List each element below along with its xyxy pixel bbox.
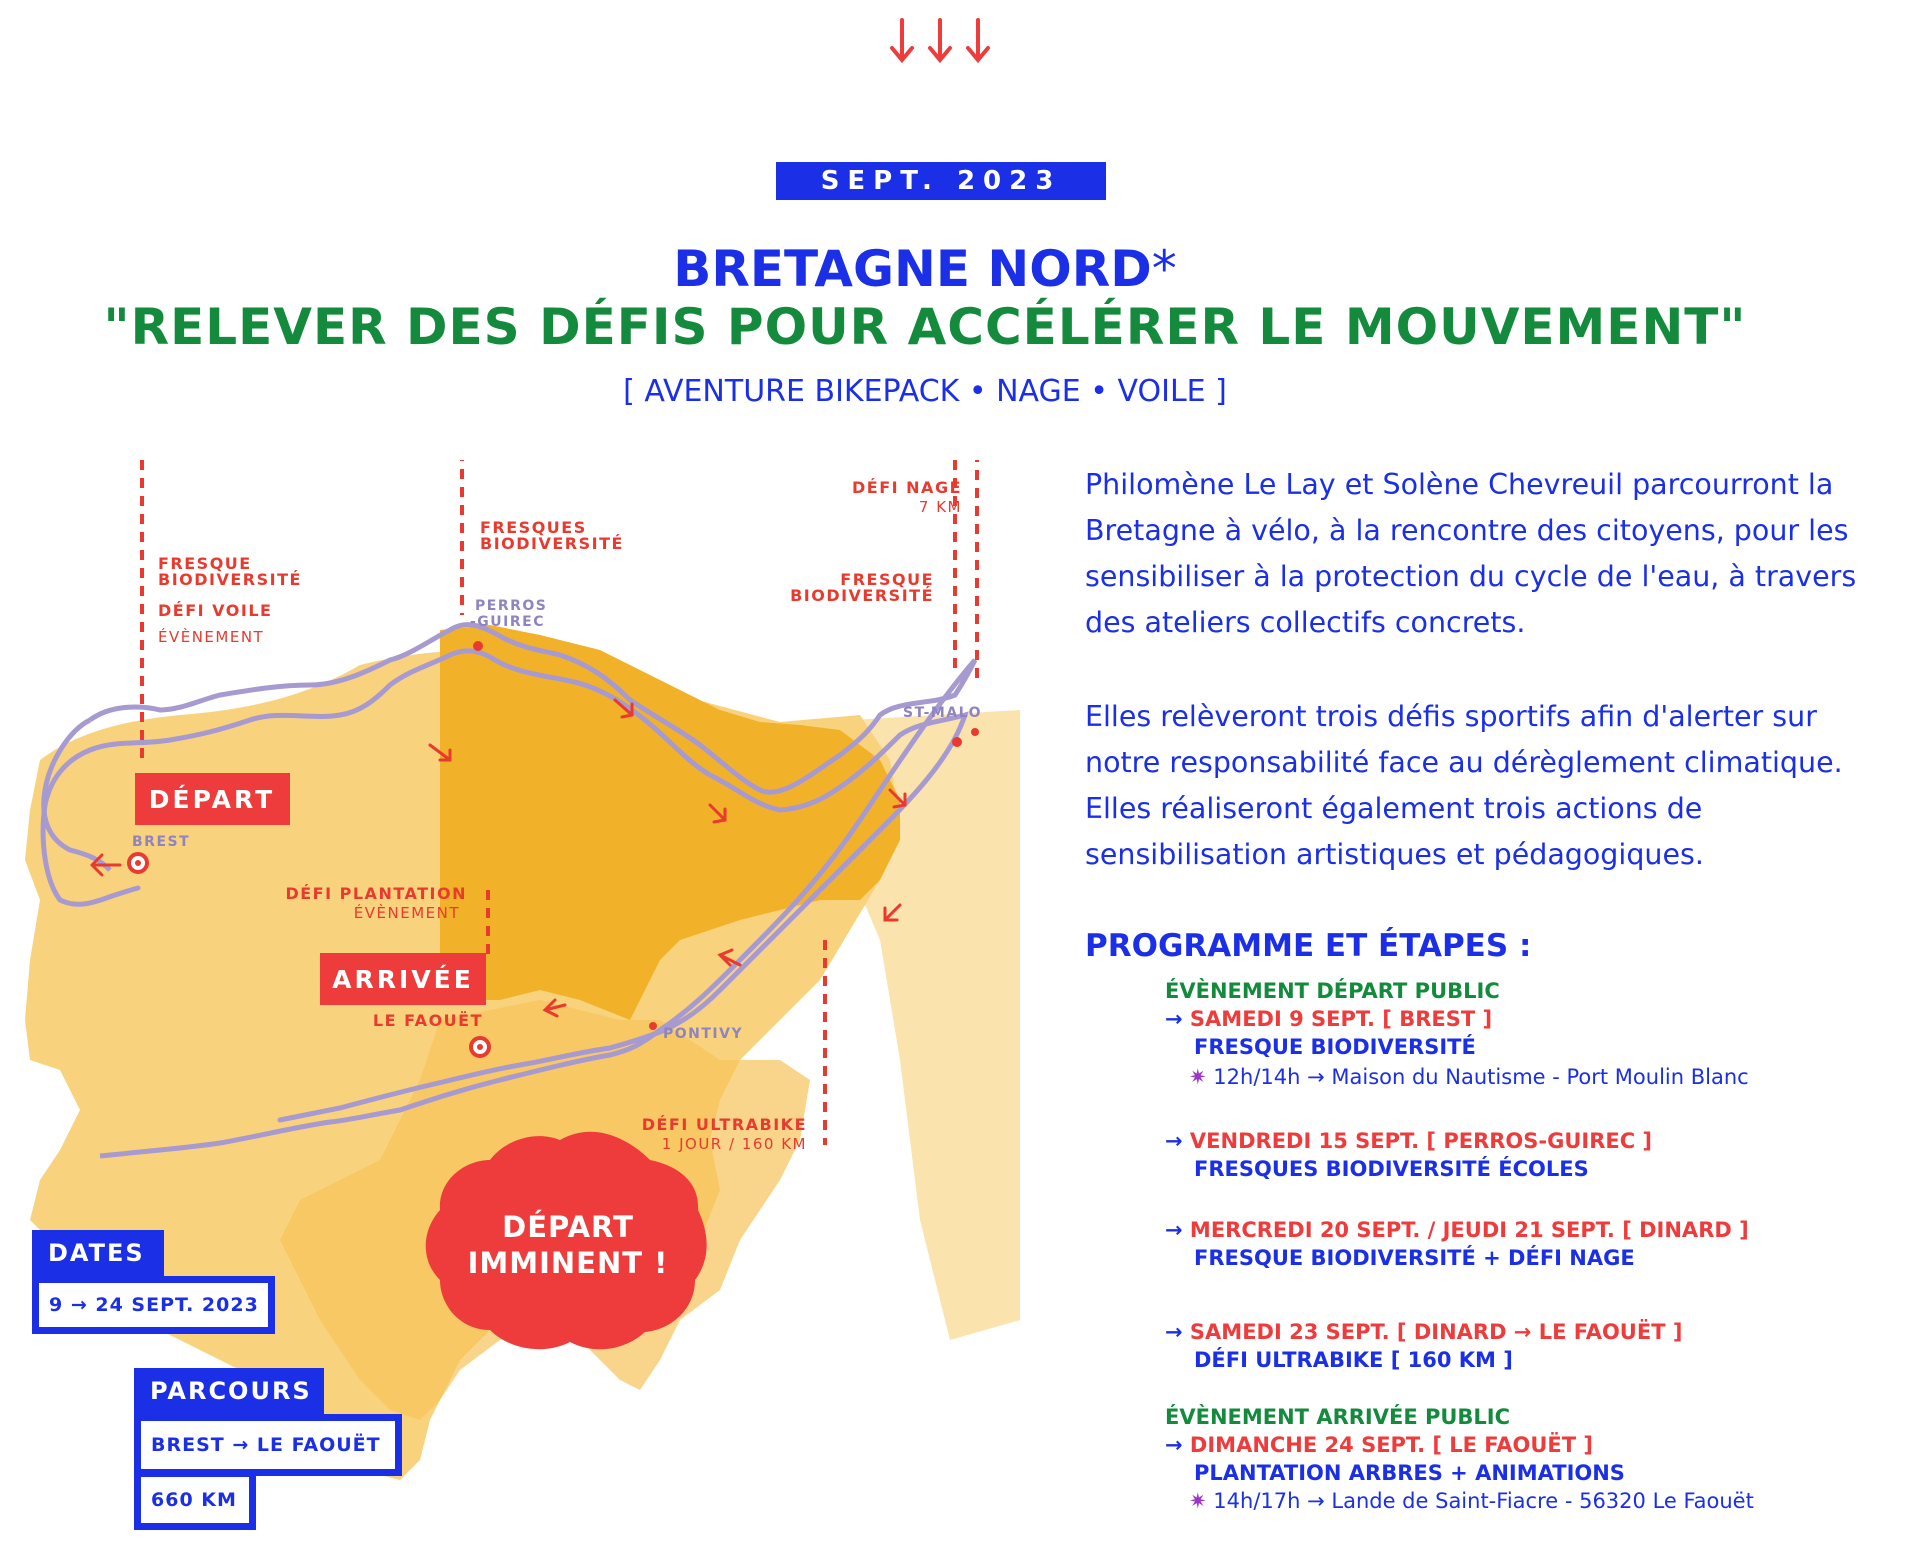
map-label-ultrabike-detail: 1 JOUR / 160 KM bbox=[661, 1135, 807, 1153]
programme-date-1: SAMEDI 9 SEPT. [ BREST ] bbox=[1189, 1007, 1493, 1031]
arrivee-label: ARRIVÉE bbox=[332, 965, 474, 994]
programme-detail-5 bbox=[1165, 1487, 1754, 1515]
programme-item-1 bbox=[1165, 977, 1749, 1091]
map-label-brest: BREST bbox=[132, 834, 191, 850]
programme-item-2 bbox=[1165, 1127, 1652, 1183]
dates-value: 9 → 24 SEPT. 2023 bbox=[32, 1276, 275, 1334]
programme-date-line-1 bbox=[1165, 1005, 1749, 1033]
arrow-icon: → bbox=[1165, 1129, 1183, 1153]
map-label-fresques-perros-2: BIODIVERSITÉ bbox=[480, 534, 624, 553]
map-label-nage-km: 7 KM bbox=[918, 498, 962, 516]
map-label-fresque-brest-2: BIODIVERSITÉ bbox=[158, 570, 302, 589]
pontivy-marker bbox=[649, 1022, 657, 1030]
arrow-icon: → bbox=[1165, 1320, 1183, 1344]
map-label-fresque-stmalo-2: BIODIVERSITÉ bbox=[790, 586, 934, 605]
programme-item-5 bbox=[1165, 1403, 1754, 1515]
map-label-fresque-brest-1: FRESQUE bbox=[158, 554, 252, 573]
map-label-st-malo: ST-MALO bbox=[903, 705, 982, 721]
map-label-evenement-brest: ÉVÈNEMENT bbox=[158, 628, 265, 646]
programme-detail-5-text: 14h/17h → Lande de Saint-Fiacre - 56320 Le Faouët bbox=[1213, 1489, 1754, 1513]
programme-date-4: SAMEDI 23 SEPT. [ DINARD → LE FAOUËT ] bbox=[1189, 1320, 1683, 1344]
parcours-route: BREST → LE FAOUËT bbox=[134, 1414, 402, 1476]
title-star: * bbox=[1151, 240, 1177, 298]
programme-date-line-4 bbox=[1165, 1318, 1682, 1346]
programme-title: PROGRAMME ET ÉTAPES : bbox=[1085, 928, 1532, 964]
programme-date-line-2 bbox=[1165, 1127, 1652, 1155]
perros-marker bbox=[473, 641, 483, 651]
programme-item-4 bbox=[1165, 1318, 1682, 1374]
map-label-defi-voile: DÉFI VOILE bbox=[158, 601, 273, 620]
description-paragraph-1: Philomène Le Lay et Solène Chevreuil parcourront la Bretagne à vélo, à la rencontre des citoyens, pour les sensibiliser à la protection du cycle de l'eau, à travers des ateliers collectifs concrets. bbox=[1085, 468, 1857, 639]
stmalo-marker-2 bbox=[971, 728, 979, 736]
scroll-down-arrows bbox=[880, 14, 1000, 74]
imminent-line-1: DÉPART bbox=[502, 1210, 634, 1244]
programme-date-5: DIMANCHE 24 SEPT. [ LE FAOUËT ] bbox=[1189, 1433, 1593, 1457]
programme-detail-1-text: 12h/14h → Maison du Nautisme - Port Moulin Blanc bbox=[1213, 1065, 1749, 1089]
page-tagline: "RELEVER DES DÉFIS POUR ACCÉLÉRER LE MOUVEMENT" bbox=[103, 298, 1747, 356]
sparkle-icon: ✷ bbox=[1189, 1489, 1207, 1513]
page-subtitle: [ AVENTURE BIKEPACK • NAGE • VOILE ] bbox=[623, 374, 1227, 409]
stmalo-marker bbox=[952, 737, 962, 747]
map-label-fresques-perros-1: FRESQUES bbox=[480, 518, 587, 537]
map-label-defi-nage: DÉFI NAGE bbox=[852, 478, 962, 497]
map-label-defi-ultrabike: DÉFI ULTRABIKE bbox=[641, 1115, 807, 1134]
imminent-line-2: IMMINENT ! bbox=[467, 1246, 669, 1280]
title-main: BRETAGNE NORD bbox=[673, 240, 1152, 298]
parcours-km: 660 KM bbox=[134, 1470, 256, 1530]
dates-label: DATES bbox=[32, 1230, 164, 1276]
arrow-icon: → bbox=[1165, 1433, 1183, 1457]
programme-activity-2: FRESQUES BIODIVERSITÉ ÉCOLES bbox=[1194, 1157, 1589, 1181]
map-label-le-faouet: LE FAOUËT bbox=[372, 1011, 483, 1030]
brest-marker-dot bbox=[135, 860, 141, 866]
arrow-icon: → bbox=[1165, 1007, 1183, 1031]
programme-activity-4: DÉFI ULTRABIKE [ 160 KM ] bbox=[1194, 1348, 1513, 1372]
page-title bbox=[0, 240, 1850, 298]
programme-date-2: VENDREDI 15 SEPT. [ PERROS-GUIREC ] bbox=[1189, 1129, 1653, 1153]
programme-event-arrivee: ÉVÈNEMENT ARRIVÉE PUBLIC bbox=[1165, 1405, 1511, 1429]
programme-date-line-3 bbox=[1165, 1216, 1749, 1244]
parcours-label: PARCOURS bbox=[134, 1368, 324, 1414]
lefaouet-marker-dot bbox=[477, 1044, 483, 1050]
programme-detail-1 bbox=[1165, 1063, 1749, 1091]
map-label-fresque-stmalo-1: FRESQUE bbox=[840, 570, 934, 589]
map-label-perros-2: -GUIREC bbox=[470, 614, 545, 630]
description-paragraph-2: Elles relèveront trois défis sportifs afin d'alerter sur notre responsabilité face au dérèglement climatique. Elles réaliseront également trois actions de sensibilisation artistiques et pédagogiques. bbox=[1085, 700, 1843, 871]
sparkle-icon: ✷ bbox=[1189, 1065, 1207, 1089]
map-label-perros-1: PERROS bbox=[475, 598, 548, 614]
programme-activity-3: FRESQUE BIODIVERSITÉ + DÉFI NAGE bbox=[1194, 1246, 1635, 1270]
map-label-evenement-plantation: ÉVÈNEMENT bbox=[353, 904, 460, 922]
map-label-defi-plantation: DÉFI PLANTATION bbox=[285, 884, 467, 903]
programme-item-3 bbox=[1165, 1216, 1749, 1272]
programme-date-line-5 bbox=[1165, 1431, 1754, 1459]
arrow-icon: → bbox=[1165, 1218, 1183, 1242]
programme-activity-1: FRESQUE BIODIVERSITÉ bbox=[1194, 1035, 1476, 1059]
programme-date-3: MERCREDI 20 SEPT. / JEUDI 21 SEPT. [ DINARD ] bbox=[1189, 1218, 1749, 1242]
programme-activity-5: PLANTATION ARBRES + ANIMATIONS bbox=[1194, 1461, 1625, 1485]
date-badge: SEPT. 2023 bbox=[776, 162, 1106, 200]
programme-event-depart: ÉVÈNEMENT DÉPART PUBLIC bbox=[1165, 979, 1500, 1003]
map-label-pontivy: PONTIVY bbox=[663, 1026, 744, 1042]
depart-label: DÉPART bbox=[148, 785, 276, 814]
